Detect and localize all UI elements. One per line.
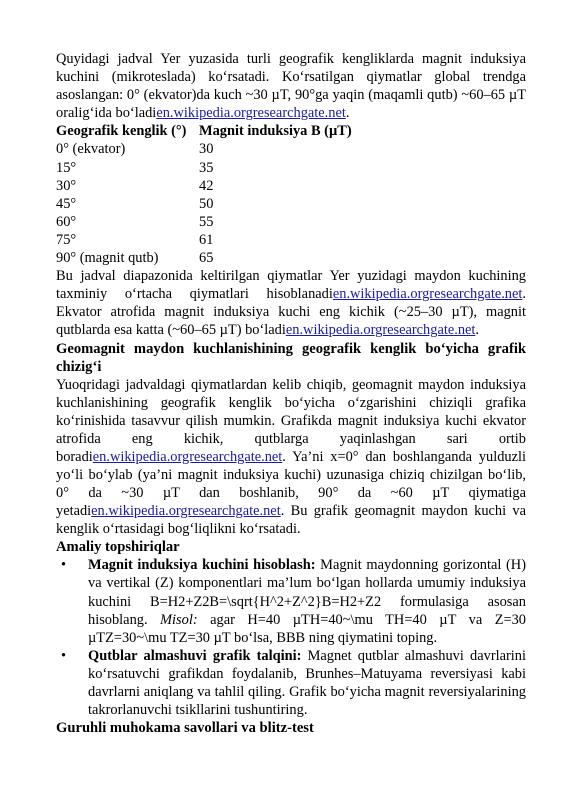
explanation-text-a: Bu jadval diapazonida keltirilgan qiymatlar Yer yuzidagi maydon kuchining taxminiy o‘rtacha qiymatlari hisoblanadi [56,268,526,303]
latitude-cell: 15° [56,159,77,176]
table-row [56,140,352,158]
section-heading-graph: Geomagnit maydon kuchlanishining geografik kenglik bo‘yicha grafik chizig‘i [56,340,526,375]
latitude-cell: 60° [56,213,77,230]
induction-cell: 30 [199,141,214,158]
bullet-icon: • [61,557,67,574]
task-list [56,556,526,719]
source-link[interactable]: en.wikipedia.orgresearchgate.net [92,448,283,465]
section-heading-tasks: Amaliy topshiriqlar [56,539,180,556]
task-title: Qutblar almashuvi grafik talqini: [88,647,302,664]
source-link[interactable]: en.wikipedia.orgresearchgate.net [285,322,476,339]
task-example-label: Misol: [160,611,198,628]
graph-text-a: Yuoqridagi jadvaldagi qiymatlardan kelib chiqib, geomagnit maydon induksiya kuchlanishining geografik kenglik bo‘yicha o‘zgarishini chiziqli grafika ko‘rinishida tasavvur qilish mumkin. Grafikda magnit induksiya kuchi ekvator atrofida eng kichik, qutblarga yaqinlashgan sari ortib boradi [56,376,526,465]
latitude-cell: 90° (magnit qutb) [56,250,159,267]
intro-text: Quyidagi jadval Yer yuzasida turli geografik kengliklarda magnit induksiya kuchini (mikroteslada) ko‘rsatadi. Ko‘rsatilgan qiymatlar global trendga asoslangan: 0° (ekvator)da kuch ~30 µT, 90°ga yaqin (maqamli qutb) ~60–65 µT oralig‘ida bo‘ladi [56,51,526,122]
table-row [56,231,352,249]
table-header-row [56,122,352,140]
task-text: Magnit maydonning gorizontal (H) va vertikal (Z) komponentlari ma’lum bo‘lgan hollarda umumiy induksiya kuchini B=H2+Z2B=\sqrt{H^2+Z^2}B=H2+Z2 formulasiga asosan hisoblang. [88,557,526,628]
induction-cell: 42 [199,177,214,194]
list-item [61,556,526,646]
graph-paragraph [56,376,526,539]
induction-cell: 50 [199,195,214,212]
intro-paragraph [56,50,526,122]
table-row [56,177,352,195]
latitude-cell: 0° (ekvator) [56,141,126,158]
source-link[interactable]: en.wikipedia.orgresearchgate.net [91,503,281,520]
explanation-text-c: . [475,322,480,339]
section-heading-discussion: Guruhli muhokama savollari va blitz-test [56,720,314,737]
graph-text-c: . Bu grafik geomagnit maydon kuchi va kenglik o‘rtasidagi bog‘liqlikni ko‘rsatadi. [56,503,526,538]
task-title: Magnit induksiya kuchini hisoblash: [88,557,316,574]
explanation-text-b: . Ekvator atrofida magnit induksiya kuchi eng kichik (~25–30 µT), magnit qutblarda esa katta (~60–65 µT) bo‘ladi [56,286,526,339]
task-text: agar H=40 µTH=40~\mu TH=40 µT va Z=30 µTZ=30~\mu TZ=30 µT bo‘lsa, BBB ning qiymatini toping. [88,611,526,646]
document-content [56,50,526,737]
explanation-paragraph [56,267,526,339]
induction-cell: 61 [199,231,214,248]
table-row [56,213,352,231]
table-row [56,195,352,213]
column-header-induction: Magnit induksiya B (µT) [199,123,352,140]
intro-end: . [345,105,350,122]
source-link[interactable]: en.wikipedia.orgresearchgate.net [156,105,346,122]
latitude-induction-table [56,122,352,267]
induction-cell: 55 [199,213,214,230]
graph-text-b: . Ya’ni x=0° dan boshlanganda yulduzli yo‘li bo‘ylab (ya’ni magnit induksiya kuchi) uzunasiga chiziq chizilgan bo‘lib, 0° da ~30 µT dan boshlanib, 90° da ~60 µT qiymatiga yetadi [56,448,526,520]
latitude-cell: 75° [56,231,77,248]
induction-cell: 35 [199,159,214,176]
list-item [61,647,526,719]
column-header-latitude: Geografik kenglik (°) [56,123,187,140]
latitude-cell: 45° [56,195,77,212]
latitude-cell: 30° [56,177,77,194]
table-row [56,159,352,177]
bullet-icon: • [61,647,67,664]
task-text: Magnet qutblar almashuvi davrlarini ko‘rsatuvchi grafikdan foydalanib, Brunhes–Matuyama reversiyasi kabi davrlarni aniqlang va tahlil qiling. Grafik bo‘yicha magnit reversiyalarining takrorlanuvchi tsikllarini tushuntiring. [88,647,526,719]
table-row [56,249,352,267]
induction-cell: 65 [199,250,214,267]
source-link[interactable]: en.wikipedia.orgresearchgate.net [332,286,523,303]
